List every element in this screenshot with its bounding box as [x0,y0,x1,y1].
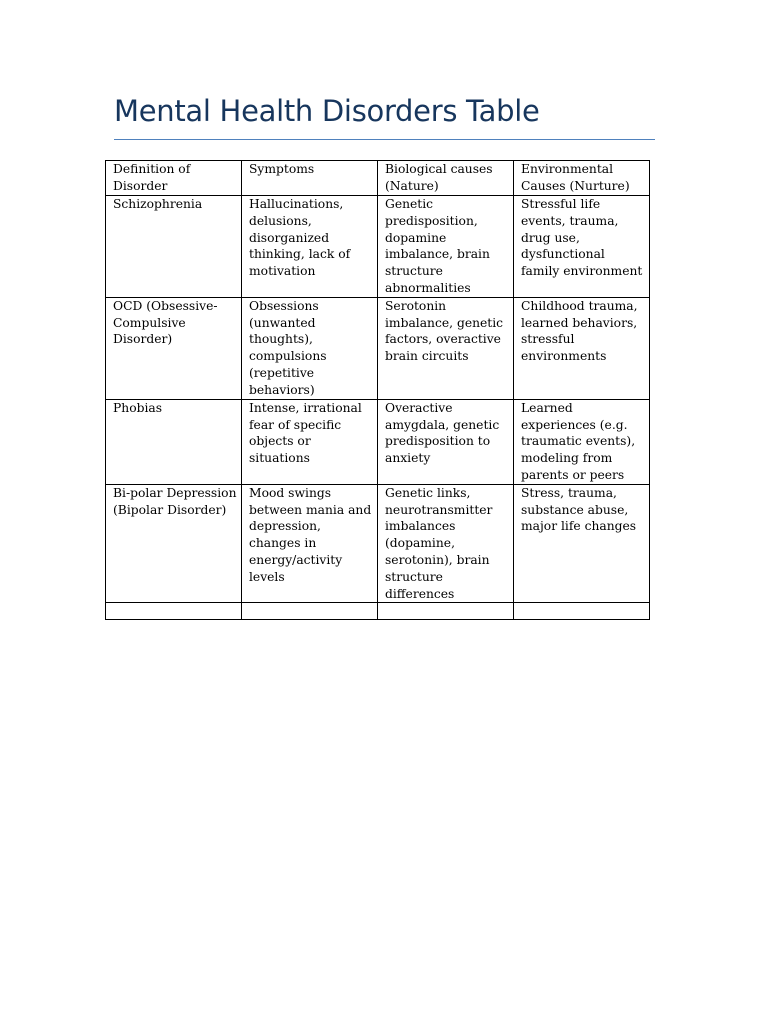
header-cell: Environmental Causes (Nurture) [514,161,650,196]
table-row-empty [106,603,650,620]
table-row [106,297,650,399]
table-cell [106,603,242,620]
title-underline [114,139,655,140]
table-cell: Bi-polar Depression (Bipolar Disorder) [106,484,242,603]
table-header-row [106,161,650,196]
table-cell: Overactive amygdala, genetic predisposition to anxiety [378,399,514,484]
table-cell: Genetic links, neurotransmitter imbalances (dopamine, serotonin), brain structure differences [378,484,514,603]
disorders-table [105,160,650,620]
header-cell: Symptoms [242,161,378,196]
page-title: Mental Health Disorders Table [114,94,540,128]
table-cell: Schizophrenia [106,196,242,298]
table-cell: OCD (Obsessive-Compulsive Disorder) [106,297,242,399]
table-cell [514,603,650,620]
table-cell: Stress, trauma, substance abuse, major life changes [514,484,650,603]
table-cell [242,603,378,620]
header-cell: Definition of Disorder [106,161,242,196]
table-cell: Learned experiences (e.g. traumatic events), modeling from parents or peers [514,399,650,484]
table-cell: Childhood trauma, learned behaviors, stressful environments [514,297,650,399]
table-cell: Obsessions (unwanted thoughts), compulsions (repetitive behaviors) [242,297,378,399]
table-cell: Phobias [106,399,242,484]
table-row [106,196,650,298]
table-cell [378,603,514,620]
table-cell: Genetic predisposition, dopamine imbalance, brain structure abnormalities [378,196,514,298]
table-row [106,399,650,484]
table-cell: Stressful life events, trauma, drug use, dysfunctional family environment [514,196,650,298]
table-cell: Hallucinations, delusions, disorganized thinking, lack of motivation [242,196,378,298]
table-cell: Serotonin imbalance, genetic factors, overactive brain circuits [378,297,514,399]
table-cell: Intense, irrational fear of specific objects or situations [242,399,378,484]
table-cell: Mood swings between mania and depression, changes in energy/activity levels [242,484,378,603]
header-cell: Biological causes (Nature) [378,161,514,196]
table-row [106,484,650,603]
